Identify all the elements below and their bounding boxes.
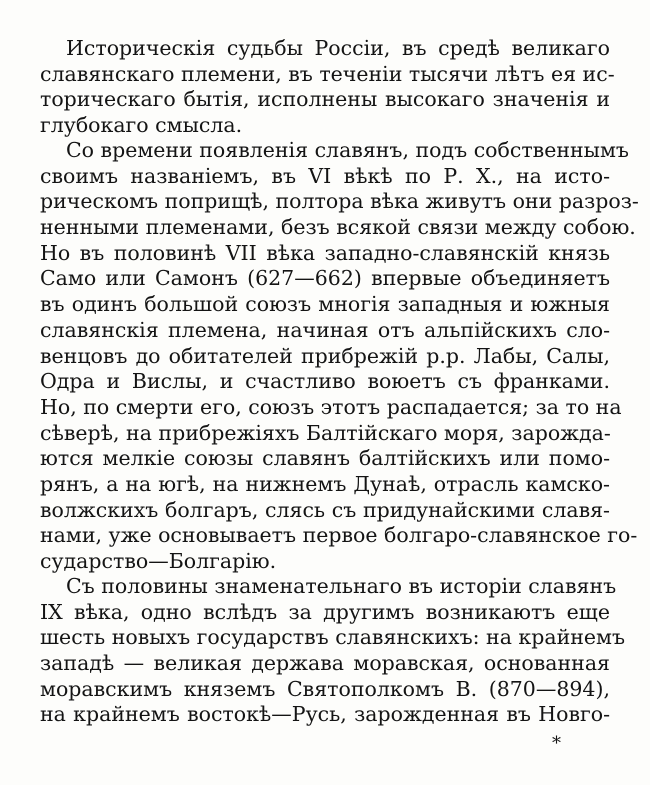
text-line: торическаго бытія, исполнены высокаго значенія и xyxy=(40,87,610,112)
text-line: ются мелкіе союзы славянъ балтійскихъ или помо- xyxy=(40,446,610,471)
text-line: IX вѣка, одно вслѣдъ за другимъ возникаютъ еще xyxy=(40,599,610,624)
text-line: нами, уже основываетъ первое болгаро-славянское го- xyxy=(40,523,638,548)
text-line: Историческія судьбы Россіи, въ средѣ великаго xyxy=(66,36,610,60)
text-line: своимъ названіемъ, въ VI вѣкѣ по Р. Х., на исто- xyxy=(40,163,610,188)
text-line: Одра и Вислы, и счастливо воюетъ съ франками. xyxy=(40,369,610,394)
text-line: Но, по смерти его, союзъ этотъ распадается; за то на xyxy=(40,394,622,419)
text-line: Само или Самонъ (627—662) впервые объединяетъ xyxy=(40,266,610,291)
text-line: венцовъ до обитателей прибрежій р.р. Лабы, Салы, xyxy=(40,343,610,368)
text-line: моравскимъ княземъ Святополкомъ В. (870—894), xyxy=(40,676,610,701)
text-line: славянскаго племени, въ теченіи тысячи лѣтъ ея ис- xyxy=(40,61,615,86)
text-line: рянъ, а на югѣ, на нижнемъ Дунаѣ, отрасль камско- xyxy=(40,471,610,496)
text-line: сударство—Болгарію. xyxy=(40,549,277,573)
text-line: Со времени появленія славянъ, подъ собственнымъ xyxy=(66,138,629,162)
text-line: ненными племенами, безъ всякой связи между собою. xyxy=(40,215,636,240)
text-line: сѣверѣ, на прибрежіяхъ Балтійскаго моря, зарождa- xyxy=(40,420,611,445)
text-line: Съ половины знаменательнаго въ исторіи славянъ xyxy=(66,574,617,598)
paragraph-3 xyxy=(40,574,626,728)
signature-mark: * xyxy=(552,733,561,754)
text-line: славянскія племена, начиная отъ альпійскихъ сло- xyxy=(40,317,610,342)
text-line: западѣ — великая держава моравская, основанная xyxy=(40,651,610,676)
text-line: волжскихъ болгаръ, слясь съ придунайскими славя- xyxy=(40,497,610,522)
text-line: рическомъ поприщѣ, полтора вѣка живутъ они разроз- xyxy=(40,189,639,214)
text-line: въ одинъ большой союзъ многія западныя и южныя xyxy=(40,292,610,317)
paragraph-1 xyxy=(40,36,615,139)
text-line: шесть новыхъ государствъ славянскихъ: на крайнемъ xyxy=(40,625,626,650)
text-line: Но въ половинѣ VII вѣка западно-славянскій князь xyxy=(40,240,610,265)
paragraph-2 xyxy=(40,138,639,575)
text-line: глубокаго смысла. xyxy=(40,113,243,138)
text-line: на крайнемъ востокѣ—Русь, зарожденная въ Новго- xyxy=(40,702,610,727)
